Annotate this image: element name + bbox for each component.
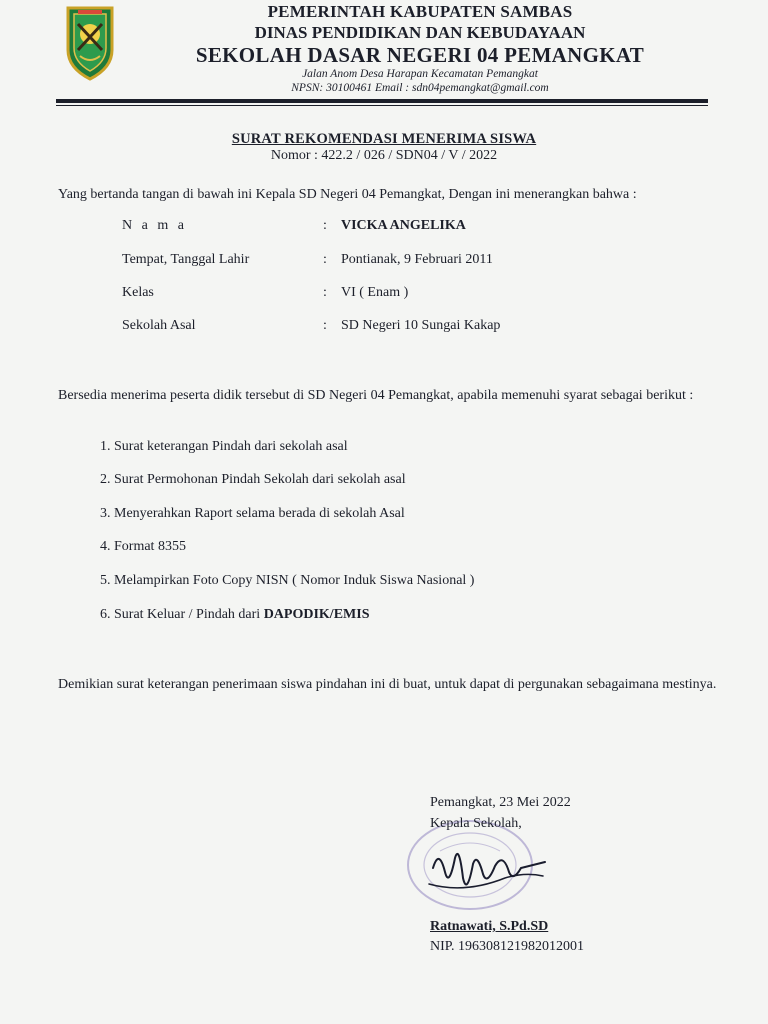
- letter-number: Nomor : 422.2 / 026 / SDN04 / V / 2022: [270, 148, 498, 163]
- header-government: PEMERINTAH KABUPATEN SAMBAS: [267, 2, 573, 21]
- requirement-item: 5. Melampirkan Foto Copy NISN ( Nomor Induk Siswa Nasional ): [100, 573, 475, 588]
- field-label-name: N a m a: [122, 218, 187, 233]
- signature-icon: [425, 838, 550, 908]
- field-colon: :: [323, 285, 327, 300]
- acceptance-paragraph: Bersedia menerima peserta didik tersebut di SD Negeri 04 Pemangkat, apabila memenuhi syarat sebagai berikut :: [58, 388, 694, 403]
- requirement-item-dapodik: [100, 607, 369, 623]
- intro-paragraph: Yang bertanda tangan di bawah ini Kepala SD Negeri 04 Pemangkat, Dengan ini menerangkan bahwa :: [58, 187, 637, 202]
- letter-title: SURAT REKOMENDASI MENERIMA SISWA: [231, 131, 537, 147]
- signatory-name: Ratnawati, S.Pd.SD: [430, 919, 549, 934]
- field-label-birth: Tempat, Tanggal Lahir: [122, 252, 250, 267]
- signatory-nip: NIP. 196308121982012001: [430, 939, 585, 954]
- field-colon: :: [323, 218, 327, 233]
- header-school-name: SEKOLAH DASAR NEGERI 04 PEMANGKAT: [195, 43, 645, 67]
- requirement-item: 3. Menyerahkan Raport selama berada di sekolah Asal: [100, 506, 405, 521]
- requirement-bold-system: DAPODIK/EMIS: [263, 607, 370, 622]
- field-colon: :: [323, 252, 327, 267]
- requirement-item: 4. Format 8355: [100, 539, 186, 554]
- requirement-item: 2. Surat Permohonan Pindah Sekolah dari sekolah asal: [100, 472, 406, 487]
- field-value-origin-school: SD Negeri 10 Sungai Kakap: [341, 318, 501, 333]
- header-contact: NPSN: 30100461 Email : sdn04pemangkat@gmail.com: [291, 82, 549, 94]
- field-label-origin-school: Sekolah Asal: [122, 318, 196, 333]
- field-value-birth: Pontianak, 9 Februari 2011: [341, 252, 493, 267]
- signature-role: Kepala Sekolah,: [430, 816, 522, 831]
- requirement-item: 1. Surat keterangan Pindah dari sekolah asal: [100, 439, 348, 454]
- field-label-class: Kelas: [122, 285, 154, 300]
- requirement-text: 6. Surat Keluar / Pindah dari: [100, 607, 264, 622]
- header-divider-thin: [56, 105, 708, 106]
- closing-paragraph: Demikian surat keterangan penerimaan siswa pindahan ini di buat, untuk dapat di pergunakan sebagaimana mestinya.: [58, 677, 717, 692]
- header-address: Jalan Anom Desa Harapan Kecamatan Pemangkat: [302, 68, 538, 80]
- header-divider-thick: [56, 99, 708, 103]
- field-colon: :: [323, 318, 327, 333]
- signature-place-date: Pemangkat, 23 Mei 2022: [430, 795, 571, 810]
- regency-crest-icon: [62, 4, 118, 82]
- header-department: DINAS PENDIDIKAN DAN KEBUDAYAAN: [254, 23, 586, 42]
- field-value-class: VI ( Enam ): [341, 285, 409, 300]
- field-value-name: VICKA ANGELIKA: [341, 218, 466, 233]
